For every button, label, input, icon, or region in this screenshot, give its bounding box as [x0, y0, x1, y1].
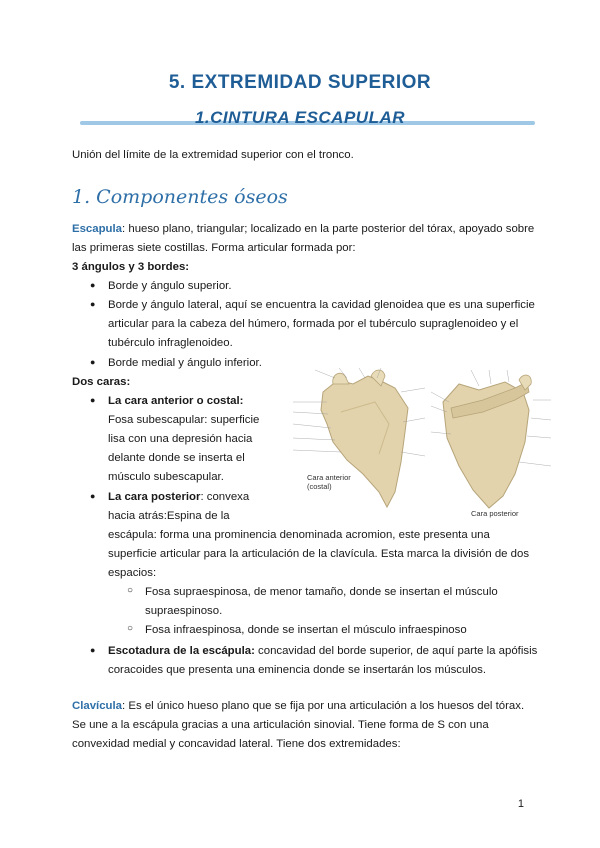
sub-bullet-item-cont: supraespinoso. [145, 605, 223, 617]
face2-line: espacios: [108, 567, 157, 579]
scapula-anterior-illustration [293, 368, 425, 507]
escapula-term: Escapula [72, 223, 123, 235]
scapula-figure [283, 362, 558, 520]
intro-text: Unión del límite de la extremidad superior con el tronco. [72, 149, 354, 161]
escapula-line1: : hueso plano, triangular; localizado en la parte posterior del tórax, apoyado sobre [122, 223, 535, 235]
sub-bullet-item: Fosa infraespinosa, donde se insertan el músculo infraespinoso [145, 624, 467, 636]
bullet-dot: ● [90, 395, 96, 405]
faces-heading: Dos caras: [72, 376, 131, 388]
sub-bullet-item: Fosa supraespinosa, de menor tamaño, donde se insertan el músculo [145, 586, 498, 598]
face1-line: delante donde se inserta el [108, 452, 245, 464]
face1-line: músculo subescapular. [108, 471, 224, 483]
escapula-line2: las primeras siete costillas. Forma articular formada por: [72, 242, 356, 254]
clavicula-line3: convexidad medial y concavidad lateral. Tiene dos extremidades: [72, 738, 401, 750]
scapula-posterior-illustration [431, 370, 551, 518]
face2-first-line [108, 488, 249, 507]
face1-title: La cara anterior o costal: [108, 395, 244, 407]
escotadura-line [108, 642, 537, 661]
bullet-item-cont: articular para la cabeza del húmero, formada por el tubérculo supraglenoideo y el [108, 318, 519, 330]
face2-line: : convexa [200, 491, 250, 503]
bullet-dot: ● [90, 645, 96, 655]
bullet-item: Borde y ángulo lateral, aquí se encuentra la cavidad glenoidea que es una superficie [108, 299, 535, 311]
bullet-item: Borde medial y ángulo inferior. [108, 357, 262, 369]
face2-line: escápula: forma una prominencia denominada acromion, este presenta una [108, 529, 490, 541]
page-title: 5. EXTREMIDAD SUPERIOR [168, 72, 432, 93]
escotadura-line-cont: coracoides que presenta una eminencia donde se insertarán los músculos. [108, 664, 487, 676]
clavicula-paragraph [72, 697, 542, 716]
clavicula-line1: : Es el único hueso plano que se fija por una articulación a los huesos del tórax. [122, 700, 525, 712]
figure-label-anterior-2: (costal) [307, 482, 332, 491]
sub-bullet-circle: ○ [127, 585, 134, 596]
escotadura-title: Escotadura de la escápula: [108, 645, 255, 657]
angles-heading: 3 ángulos y 3 bordes: [72, 261, 190, 273]
face1-line: Fosa subescapular: superficie [108, 414, 260, 426]
figure-label-posterior: Cara posterior [471, 509, 519, 518]
face2-line: hacia atrás:Espina de la [108, 510, 230, 522]
face2-line: superficie articular para la articulación de la clavícula. Esta marca la división de dos [108, 548, 530, 560]
bullet-dot: ● [90, 280, 96, 290]
escotadura-text: concavidad del borde superior, de aquí parte la apófisis [254, 645, 538, 657]
figure-label-anterior-1: Cara anterior [307, 473, 351, 482]
section-heading: 1. Componentes óseos [72, 186, 288, 208]
sub-bullet-circle: ○ [127, 623, 134, 634]
page-subtitle: 1.CINTURA ESCAPULAR [194, 108, 406, 127]
bullet-dot: ● [90, 299, 96, 309]
clavicula-line2: Se une a la escápula gracias a una articulación sinovial. Tiene forma de S con una [72, 719, 489, 731]
clavicula-term: Clavícula [72, 700, 123, 712]
bullet-item: Borde y ángulo superior. [108, 280, 232, 292]
face2-title: La cara posterior [108, 491, 201, 503]
page-number: 1 [517, 798, 524, 810]
bullet-dot: ● [90, 491, 96, 501]
bullet-item-cont: tubérculo infraglenoideo. [108, 337, 233, 349]
escapula-paragraph [72, 220, 542, 239]
face1-line: lisa con una depresión hacia [108, 433, 253, 445]
bullet-dot: ● [90, 357, 96, 367]
